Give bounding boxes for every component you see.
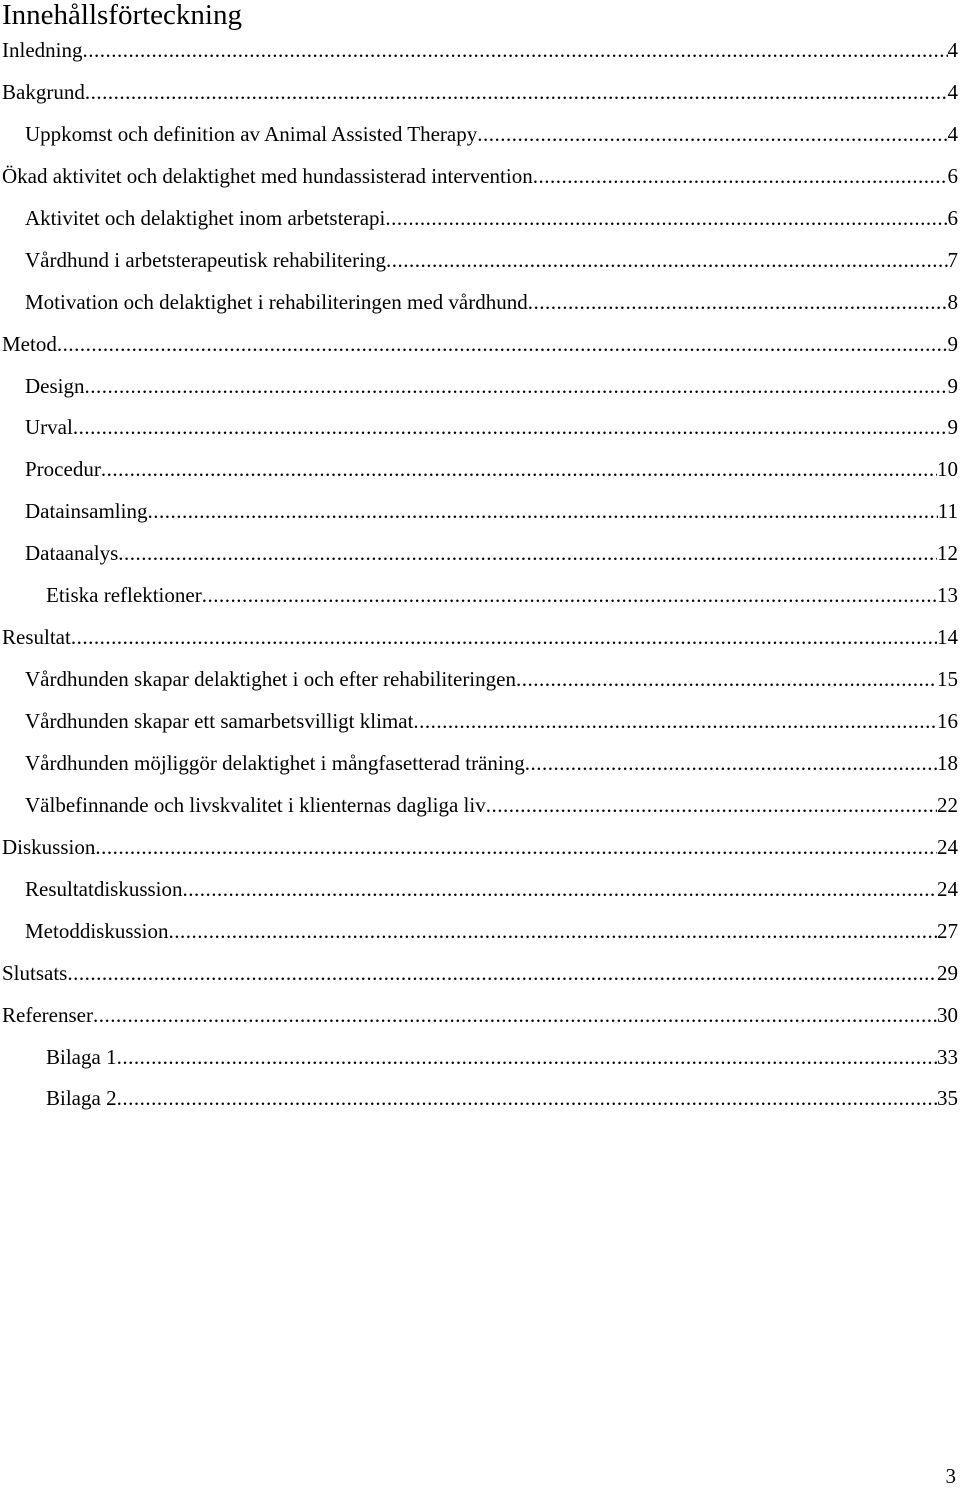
toc-entry[interactable] (0, 953, 960, 995)
toc-dot-leader (57, 324, 948, 366)
toc-entry-label: Slutsats (2, 960, 68, 985)
toc-entry-page: 6 (947, 163, 958, 188)
toc-title: Innehållsförteckning (2, 0, 242, 31)
toc-entry-label: Bilaga 2 (46, 1086, 117, 1111)
toc-entry[interactable] (0, 366, 960, 408)
toc-entry[interactable] (0, 240, 960, 282)
toc-list (0, 30, 960, 1120)
toc-dot-leader (118, 533, 937, 575)
toc-entry-label: Uppkomst och definition av Animal Assisted Therapy (25, 121, 478, 146)
toc-dot-leader (95, 827, 937, 869)
toc-entry[interactable] (0, 995, 960, 1037)
toc-entry-label: Resultat (2, 625, 71, 650)
toc-entry-label: Vårdhunden möjliggör delaktighet i mångfasetterad träning (25, 750, 525, 775)
toc-entry[interactable] (0, 30, 960, 72)
toc-dot-leader (73, 407, 948, 449)
toc-entry-page: 9 (947, 373, 958, 398)
toc-entry-page: 8 (947, 289, 958, 314)
toc-entry-page: 10 (937, 457, 958, 482)
toc-entry[interactable] (0, 575, 960, 617)
toc-entry-page: 9 (947, 415, 958, 440)
toc-entry[interactable] (0, 743, 960, 785)
toc-entry[interactable] (0, 659, 960, 701)
toc-entry-label: Procedur (25, 457, 101, 482)
toc-entry[interactable] (0, 324, 960, 366)
toc-dot-leader (486, 785, 937, 827)
toc-entry-page: 7 (947, 247, 958, 272)
toc-dot-leader (117, 1037, 937, 1079)
toc-entry[interactable] (0, 407, 960, 449)
toc-entry[interactable] (0, 282, 960, 324)
toc-entry-page: 4 (947, 38, 958, 62)
toc-entry-label: Resultatdiskussion (25, 876, 183, 901)
toc-entry[interactable] (0, 449, 960, 491)
toc-entry[interactable] (0, 617, 960, 659)
toc-entry-page: 22 (937, 792, 958, 817)
toc-entry-label: Ökad aktivitet och delaktighet med hundassisterad intervention (2, 163, 533, 188)
toc-entry-page: 16 (937, 709, 958, 733)
toc-dot-leader (67, 953, 937, 995)
toc-entry-page: 11 (937, 499, 958, 524)
toc-entry-page: 18 (937, 750, 958, 775)
toc-dot-leader (93, 995, 937, 1037)
toc-entry[interactable] (0, 869, 960, 911)
toc-dot-leader (386, 240, 948, 282)
toc-entry-label: Etiska reflektioner (46, 583, 202, 608)
toc-entry-label: Metod (2, 331, 57, 356)
toc-dot-leader (183, 869, 937, 911)
toc-entry-page: 12 (937, 541, 958, 566)
toc-entry-page: 13 (937, 583, 958, 608)
toc-entry[interactable] (0, 114, 960, 156)
toc-dot-leader (533, 156, 948, 198)
toc-entry-label: Motivation och delaktighet i rehabiliteringen med vårdhund (25, 289, 528, 314)
toc-entry-label: Referenser (2, 1002, 93, 1027)
toc-dot-leader (71, 617, 937, 659)
toc-entry-page: 6 (947, 205, 958, 230)
toc-dot-leader (525, 743, 937, 785)
toc-entry[interactable] (0, 533, 960, 575)
toc-entry[interactable] (0, 911, 960, 953)
toc-entry-page: 4 (947, 121, 958, 146)
toc-entry-page: 4 (947, 79, 958, 104)
toc-dot-leader (169, 911, 937, 953)
toc-entry-label: Bilaga 1 (46, 1044, 117, 1069)
toc-entry[interactable] (0, 156, 960, 198)
toc-dot-leader (528, 282, 948, 324)
toc-dot-leader (413, 701, 937, 743)
toc-entry-label: Vårdhund i arbetsterapeutisk rehabilitering (25, 247, 386, 272)
toc-dot-leader (101, 449, 937, 491)
toc-entry-label: Design (25, 373, 85, 398)
toc-entry-label: Inledning (2, 38, 83, 62)
toc-dot-leader (516, 659, 937, 701)
toc-entry[interactable] (0, 198, 960, 240)
toc-entry[interactable] (0, 491, 960, 533)
toc-entry-page: 24 (937, 834, 958, 859)
toc-entry-page: 14 (937, 625, 958, 650)
toc-dot-leader (477, 114, 947, 156)
toc-dot-leader (117, 1078, 937, 1120)
toc-entry-label: Diskussion (2, 834, 96, 859)
toc-dot-leader (147, 491, 937, 533)
toc-entry-label: Vårdhunden skapar delaktighet i och efter rehabiliteringen (25, 667, 516, 692)
toc-entry-label: Välbefinnande och livskvalitet i klienternas dagliga liv (25, 792, 486, 817)
toc-dot-leader (82, 30, 947, 72)
toc-entry-label: Dataanalys (25, 541, 119, 566)
toc-entry-label: Vårdhunden skapar ett samarbetsvilligt klimat (25, 709, 414, 733)
toc-entry[interactable] (0, 1037, 960, 1079)
toc-entry-page: 15 (937, 667, 958, 692)
toc-dot-leader (85, 366, 948, 408)
toc-entry-label: Aktivitet och delaktighet inom arbetsterapi (25, 205, 386, 230)
toc-entry-page: 24 (937, 876, 958, 901)
toc-entry-page: 33 (937, 1044, 958, 1069)
toc-entry-label: Urval (25, 415, 73, 440)
toc-entry[interactable] (0, 701, 960, 743)
toc-entry-label: Metoddiskussion (25, 918, 169, 943)
toc-entry-page: 35 (937, 1086, 958, 1111)
toc-entry-page: 9 (947, 331, 958, 356)
toc-dot-leader (202, 575, 937, 617)
toc-entry-label: Datainsamling (25, 499, 148, 524)
toc-dot-leader (385, 198, 947, 240)
toc-entry-page: 29 (937, 960, 958, 985)
page-number: 3 (945, 1464, 956, 1488)
toc-entry[interactable] (0, 72, 960, 114)
toc-entry-label: Bakgrund (2, 79, 85, 104)
toc-entry[interactable] (0, 827, 960, 869)
toc-dot-leader (85, 72, 948, 114)
toc-entry[interactable] (0, 785, 960, 827)
toc-entry-page: 30 (937, 1002, 958, 1027)
toc-entry[interactable] (0, 1078, 960, 1120)
toc-entry-page: 27 (937, 918, 958, 943)
